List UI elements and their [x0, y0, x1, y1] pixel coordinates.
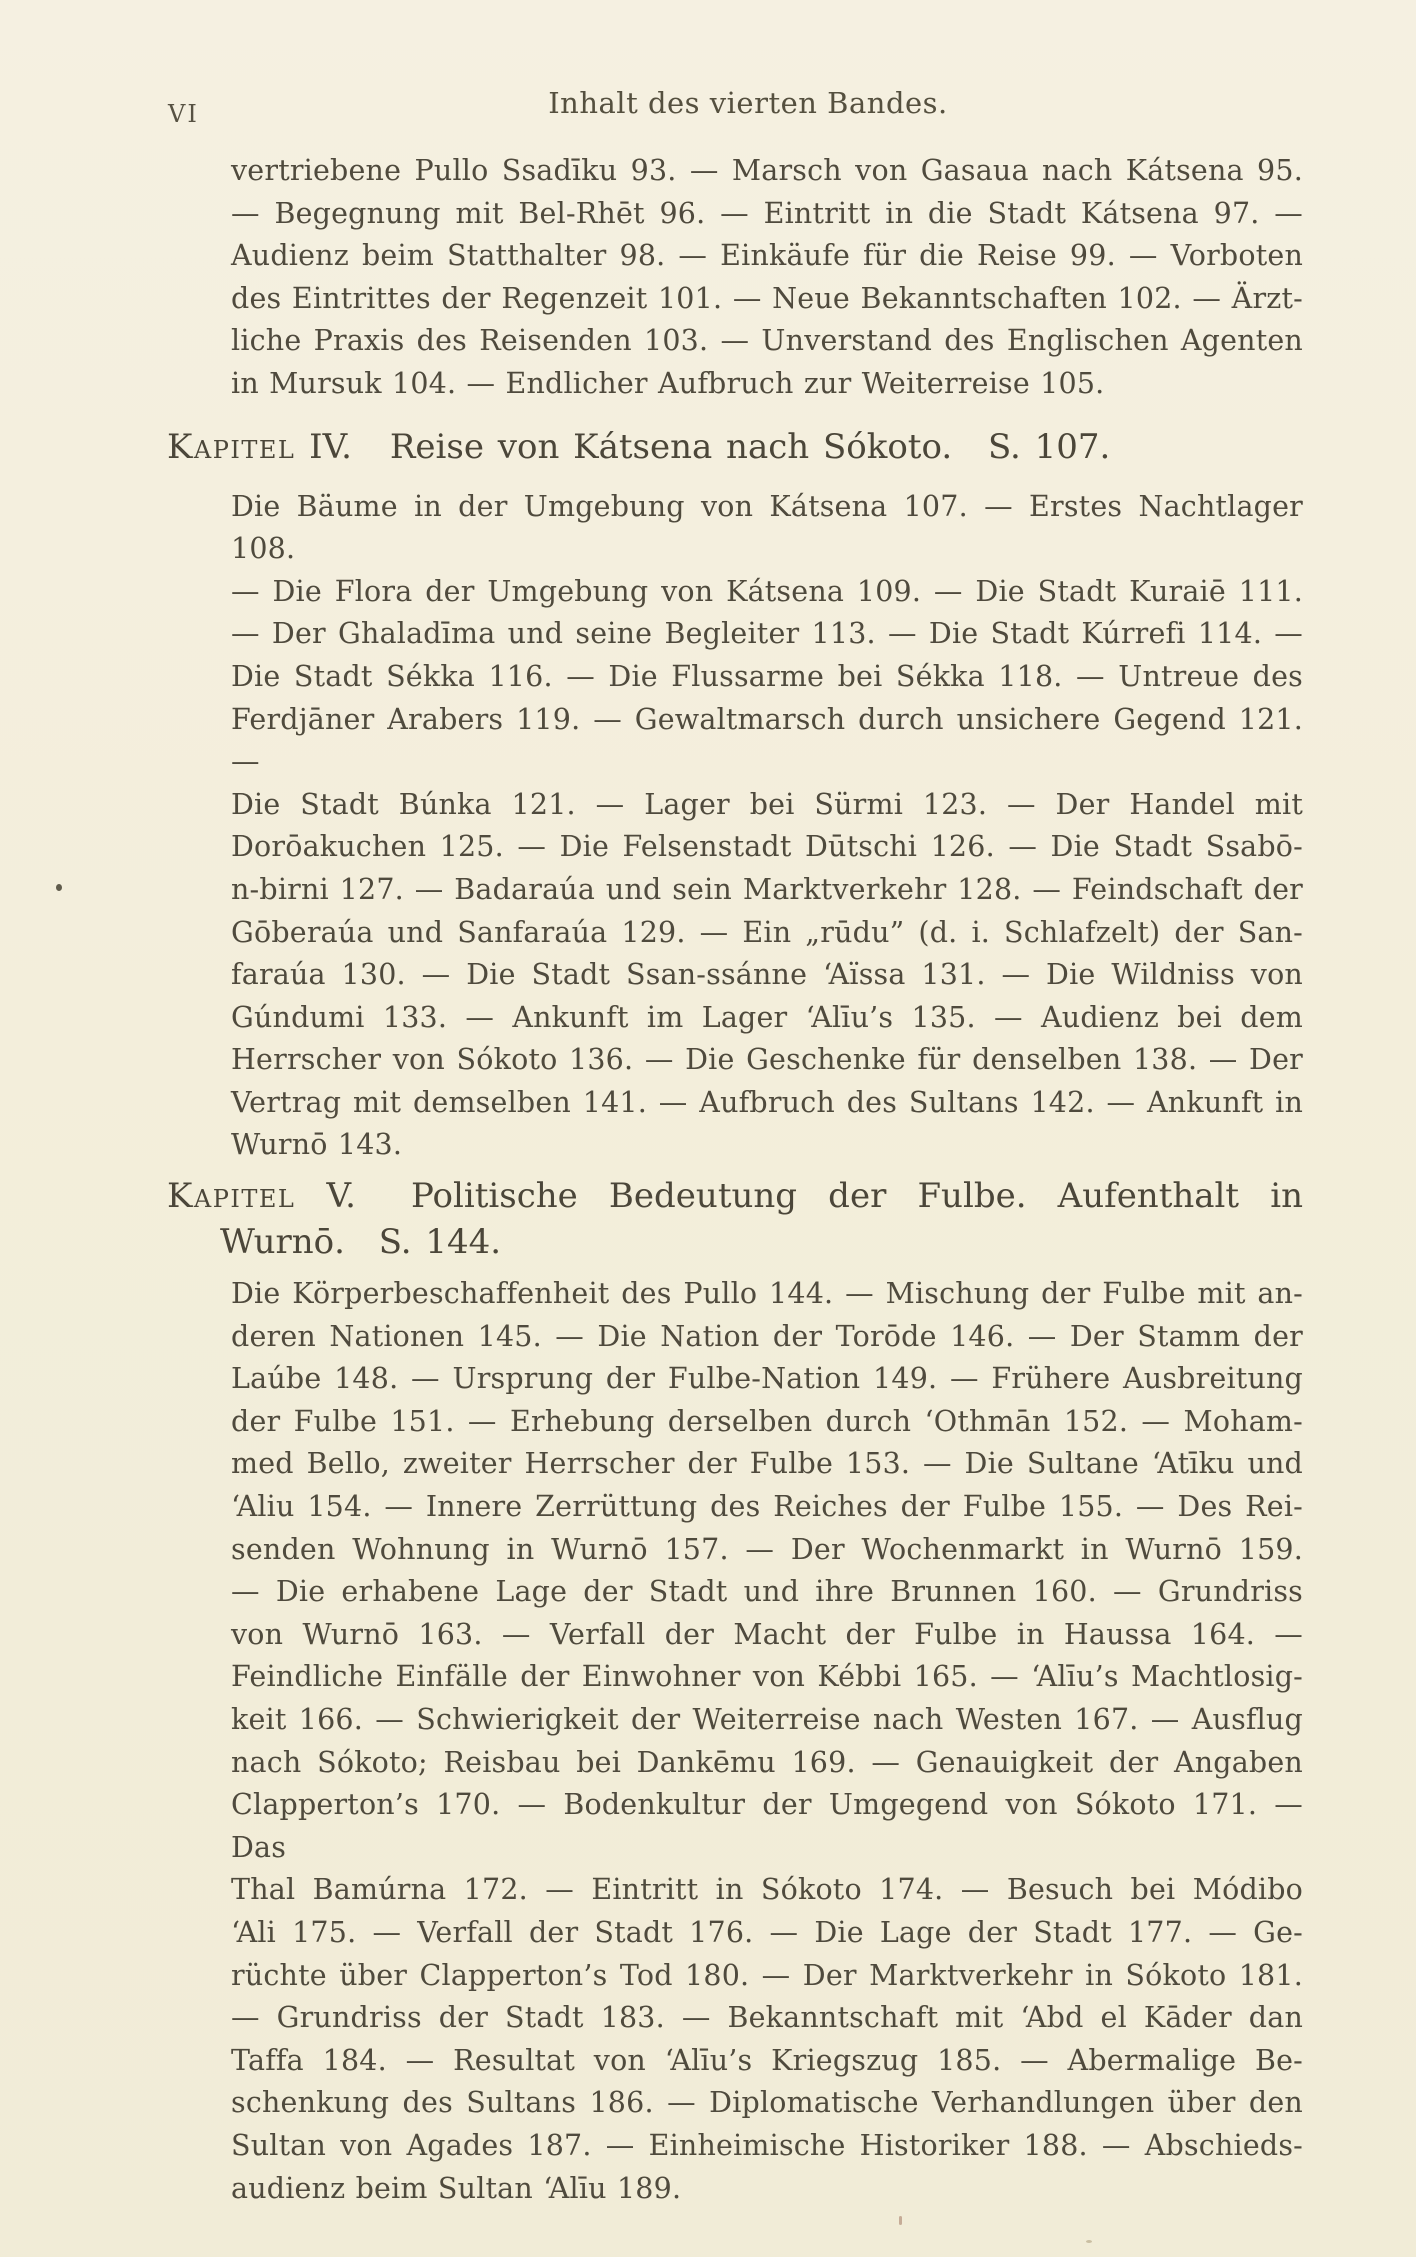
chapter-v-summary-paragraph: [231, 1273, 1303, 2210]
toc-line: — Begegnung mit Bel-Rhēt 96. — Eintritt in die Stadt Kátsena 97. —: [231, 196, 1303, 230]
toc-line: Gōberaúa und Sanfaraúa 129. — Ein „rūdu” (d. i. Schlafzelt) der San-: [231, 915, 1303, 949]
toc-line: Thal Bamúrna 172. — Eintritt in Sókoto 174. — Besuch bei Módibo: [231, 1873, 1303, 1907]
toc-line: Die Stadt Búnka 121. — Lager bei Sürmi 123. — Der Handel mit: [231, 787, 1303, 821]
chapter-numeral: IV.: [309, 426, 352, 467]
toc-line: Feindliche Einfälle der Einwohner von Kébbi 165. — ʻAlīu’s Machtlosig-: [231, 1660, 1303, 1694]
page-number: VI: [168, 100, 199, 128]
toc-line: audienz beim Sultan ʻAlīu 189.: [231, 2171, 682, 2205]
toc-line: — Die Flora der Umgebung von Kátsena 109. — Die Stadt Kuraiē 111.: [231, 574, 1303, 608]
toc-line: rüchte über Clapperton’s Tod 180. — Der Marktverkehr in Sókoto 181.: [231, 1958, 1303, 1992]
running-title: Inhalt des vierten Bandes.: [548, 86, 948, 120]
toc-line: — Der Ghaladīma und seine Begleiter 113. — Die Stadt Kúrrefi 114. —: [231, 617, 1303, 651]
toc-line: Clapperton’s 170. — Bodenkultur der Umgegend von Sókoto 171. — Das: [231, 1788, 1303, 1864]
toc-line: Dorōakuchen 125. — Die Felsenstadt Dūtschi 126. — Die Stadt Ssabō-: [231, 830, 1303, 864]
chapter-label: Kapitel: [167, 1176, 296, 1217]
chapter-page-ref: S. 107.: [987, 426, 1111, 467]
chapter-heading-line: [167, 1173, 1303, 1219]
toc-line: senden Wohnung in Wurnō 157. — Der Wochenmarkt in Wurnō 159.: [231, 1532, 1303, 1566]
toc-line: Gúndumi 133. — Ankunft im Lager ʻAlīu’s 135. — Audienz bei dem: [231, 1000, 1303, 1034]
chapter-page-ref: S. 144.: [378, 1222, 502, 1263]
chapter-iii-continuation-paragraph: [231, 150, 1303, 406]
toc-line: von Wurnō 163. — Verfall der Macht der Fulbe in Haussa 164. —: [231, 1617, 1303, 1651]
toc-line: Die Körperbeschaffenheit des Pullo 144. — Mischung der Fulbe mit an-: [231, 1277, 1303, 1311]
chapter-title: Reise von Kátsena nach Sókoto.: [389, 426, 953, 467]
toc-line: — Grundriss der Stadt 183. — Bekanntschaft mit ʻAbd el Kāder dan: [231, 2001, 1303, 2035]
toc-line: deren Nationen 145. — Die Nation der Torōde 146. — Der Stamm der: [231, 1319, 1303, 1353]
toc-line: faraúa 130. — Die Stadt Ssan-ssánne ʻAïssa 131. — Die Wildniss von: [231, 958, 1303, 992]
toc-line: liche Praxis des Reisenden 103. — Unverstand des Englischen Agenten: [231, 324, 1303, 358]
chapter-numeral: V.: [326, 1176, 356, 1217]
toc-line: Vertrag mit demselben 141. — Aufbruch des Sultans 142. — Ankunft in: [231, 1085, 1303, 1119]
table-of-contents: [167, 150, 1303, 2210]
ink-speck: [1086, 2240, 1092, 2243]
toc-line: Die Bäume in der Umgebung von Kátsena 107. — Erstes Nachtlager 108.: [231, 489, 1303, 566]
toc-line: vertriebene Pullo Ssadīku 93. — Marsch von Gasaua nach Kátsena 95.: [231, 154, 1303, 187]
toc-line: Wurnō 143.: [231, 1128, 403, 1162]
chapter-heading-v: [167, 1173, 1303, 1265]
toc-line: Ferdjāner Arabers 119. — Gewaltmarsch durch unsichere Gegend 121. —: [231, 702, 1303, 779]
toc-line: Herrscher von Sókoto 136. — Die Geschenke für denselben 138. — Der: [231, 1043, 1303, 1077]
chapter-iv-summary-paragraph: [231, 486, 1303, 1168]
toc-line: in Mursuk 104. — Endlicher Aufbruch zur Weiterreise 105.: [231, 366, 1105, 400]
ink-speck: [899, 2216, 902, 2225]
toc-line: — Die erhabene Lage der Stadt und ihre Brunnen 160. — Grundriss: [231, 1575, 1303, 1609]
chapter-title-continuation: Wurnō.: [220, 1222, 345, 1263]
ink-speck: [56, 884, 62, 891]
toc-line: Laúbe 148. — Ursprung der Fulbe-Nation 149. — Frühere Ausbreitung: [231, 1362, 1303, 1396]
toc-line: der Fulbe 151. — Erhebung derselben durch ʻOthmān 152. — Moham-: [231, 1404, 1303, 1438]
toc-line: med Bello, zweiter Herrscher der Fulbe 153. — Die Sultane ʻAtīku und: [231, 1447, 1303, 1481]
toc-line: Sultan von Agades 187. — Einheimische Historiker 188. — Abschieds-: [231, 2128, 1303, 2162]
toc-line: schenkung des Sultans 186. — Diplomatische Verhandlungen über den: [231, 2086, 1303, 2120]
toc-line: Die Stadt Sékka 116. — Die Flussarme bei Sékka 118. — Untreue des: [231, 659, 1303, 693]
toc-line: Audienz beim Statthalter 98. — Einkäufe für die Reise 99. — Vorboten: [231, 239, 1303, 273]
toc-line: ʻAli 175. — Verfall der Stadt 176. — Die Lage der Stadt 177. — Ge-: [231, 1915, 1303, 1949]
chapter-heading-iv: [167, 424, 1303, 470]
chapter-heading-line: [220, 1219, 1303, 1265]
toc-line: ʻAliu 154. — Innere Zerrüttung des Reiches der Fulbe 155. — Des Rei-: [231, 1490, 1303, 1524]
toc-line: n-birni 127. — Badaraúa und sein Marktverkehr 128. — Feindschaft der: [231, 872, 1303, 906]
chapter-title: Politische Bedeutung der Fulbe. Aufenthalt in: [411, 1176, 1303, 1217]
toc-line: Taffa 184. — Resultat von ʻAlīu’s Kriegszug 185. — Abermalige Be-: [231, 2043, 1303, 2077]
toc-line: nach Sókoto; Reisbau bei Dankēmu 169. — Genauigkeit der Angaben: [231, 1745, 1303, 1779]
toc-line: keit 166. — Schwierigkeit der Weiterreise nach Westen 167. — Ausflug: [231, 1703, 1303, 1736]
chapter-label: Kapitel: [167, 426, 296, 467]
toc-line: des Eintrittes der Regenzeit 101. — Neue Bekanntschaften 102. — Ärzt-: [231, 281, 1303, 315]
